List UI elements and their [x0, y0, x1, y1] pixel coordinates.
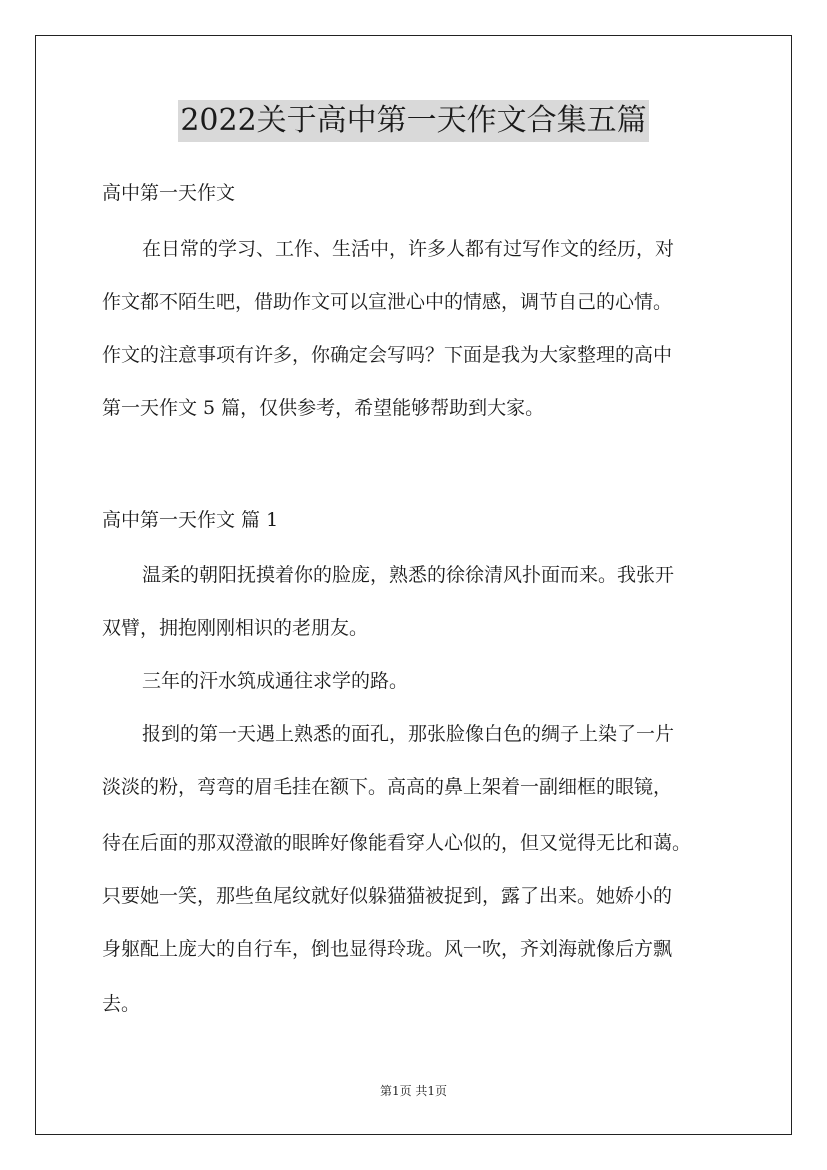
paragraph-line: 作文的注意事项有许多，你确定会写吗？下面是我为大家整理的高中 [102, 344, 673, 366]
page-footer: 第1页 共1页 [379, 1084, 448, 1098]
paragraph-line: 作文都不陌生吧，借助作文可以宣泄心中的情感，调节自己的心情。 [102, 291, 673, 313]
section-heading: 高中第一天作文 篇 1 [102, 509, 279, 531]
paragraph-line: 温柔的朝阳抚摸着你的脸庞，熟悉的徐徐清风扑面而来。我张开 [142, 564, 675, 586]
paragraph-line: 双臂，拥抱刚刚相识的老朋友。 [102, 617, 369, 639]
paragraph-line: 只要她一笑，那些鱼尾纹就好似躲猫猫被捉到，露了出来。她娇小的 [102, 885, 673, 907]
paragraph-line: 第一天作文 5 篇，仅供参考，希望能够帮助到大家。 [102, 397, 545, 419]
paragraph-line: 在日常的学习、工作、生活中，许多人都有过写作文的经历，对 [142, 238, 675, 260]
paragraph-line: 报到的第一天遇上熟悉的面孔，那张脸像白色的绸子上染了一片 [142, 723, 675, 745]
paragraph-line: 待在后面的那双澄澈的眼眸好像能看穿人心似的，但又觉得无比和蔼。 [102, 832, 692, 854]
title-container [0, 100, 827, 142]
paragraph-line: 三年的汗水筑成通往求学的路。 [142, 670, 409, 692]
paragraph-line: 去。 [102, 993, 141, 1015]
document-title: 2022关于高中第一天作文合集五篇 [178, 100, 648, 142]
paragraph-line: 淡淡的粉，弯弯的眉毛挂在额下。高高的鼻上架着一副细框的眼镜， [102, 776, 673, 798]
section-heading: 高中第一天作文 [102, 182, 236, 204]
paragraph-line: 身躯配上庞大的自行车，倒也显得玲珑。风一吹，齐刘海就像后方飘 [102, 938, 673, 960]
